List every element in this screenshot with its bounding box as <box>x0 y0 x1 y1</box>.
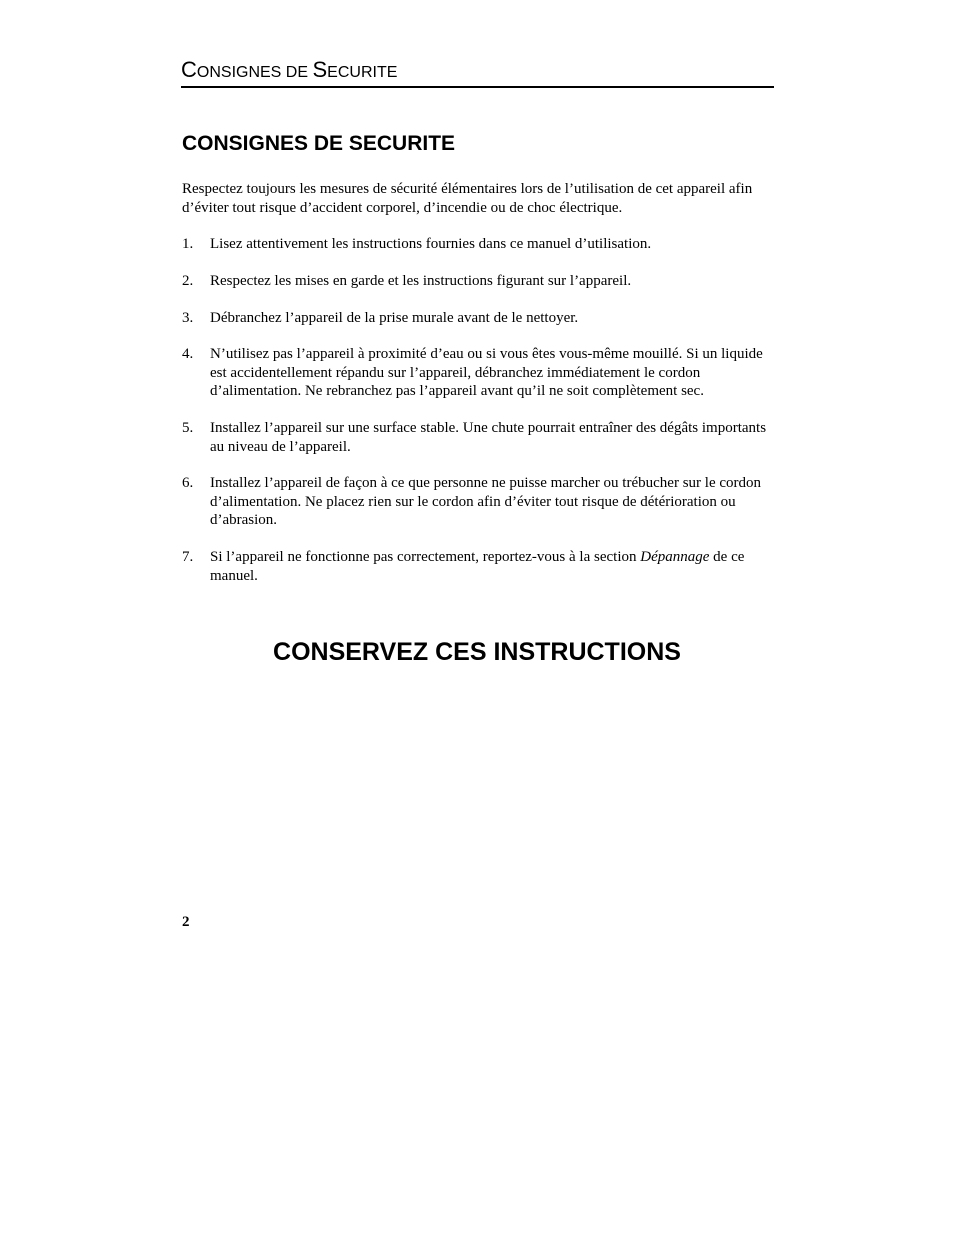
item-text: Installez l’appareil de façon à ce que personne ne puisse marcher ou trébucher sur le cordon d’alimentation. Ne placez rien sur le cordon afin d’éviter tout risque de détérioration ou d’abrasion. <box>210 475 762 529</box>
item-text: Respectez les mises en garde et les instructions figurant sur l’appareil. <box>210 272 632 289</box>
intro-paragraph: Respectez toujours les mesures de sécurité élémentaires lors de l’utilisation de cet appareil afin d’éviter tout risque d’accident corporel, d’incendie ou de choc électrique. <box>182 181 753 216</box>
item-number: 6. <box>182 475 194 492</box>
list-item <box>182 272 774 291</box>
item-text-after: de ce manuel. <box>210 549 745 584</box>
list-item <box>182 419 774 456</box>
item-text: N’utilisez pas l’appareil à proximité d’eau ou si vous êtes vous-même mouillé. Si un liquide est accidentellement répandu sur l’appareil, débranchez immédiatement le cordon d’alimentation. Ne rebranchez pas l’appareil avant qu’il ne soit complètement sec. <box>210 346 763 400</box>
header-initial-c: C <box>181 57 197 82</box>
item-text-before: Si l’appareil ne fonctionne pas correctement, reportez-vous à la section <box>210 549 641 566</box>
list-item <box>182 235 774 254</box>
depannage-section-reference: Dépannage <box>640 549 710 566</box>
page-number: 2 <box>182 914 190 930</box>
header-text-part-2: ECURITE <box>327 64 398 81</box>
header-text-part-1: ONSIGNES DE <box>196 64 313 81</box>
item-text: Débranchez l’appareil de la prise murale avant de le nettoyer. <box>210 309 579 326</box>
list-item <box>182 309 774 328</box>
item-number: 4. <box>182 346 194 363</box>
item-number: 7. <box>182 549 194 566</box>
item-number: 1. <box>182 236 194 252</box>
item-number: 5. <box>182 420 194 437</box>
item-text: Lisez attentivement les instructions fournies dans ce manuel d’utilisation. <box>210 236 652 252</box>
item-number: 2. <box>182 272 194 289</box>
list-item <box>182 474 774 530</box>
item-text: Installez l’appareil sur une surface stable. Une chute pourrait entraîner des dégâts importants au niveau de l’appareil. <box>210 420 767 455</box>
section-title: CONSIGNES DE SECURITE <box>182 132 456 155</box>
item-number: 3. <box>182 309 194 326</box>
closing-title: CONSERVEZ CES INSTRUCTIONS <box>273 638 681 666</box>
header-initial-s: S <box>312 57 328 82</box>
running-header <box>181 58 774 88</box>
list-item <box>182 548 774 585</box>
list-item <box>182 345 774 401</box>
safety-instructions-list <box>182 235 774 604</box>
